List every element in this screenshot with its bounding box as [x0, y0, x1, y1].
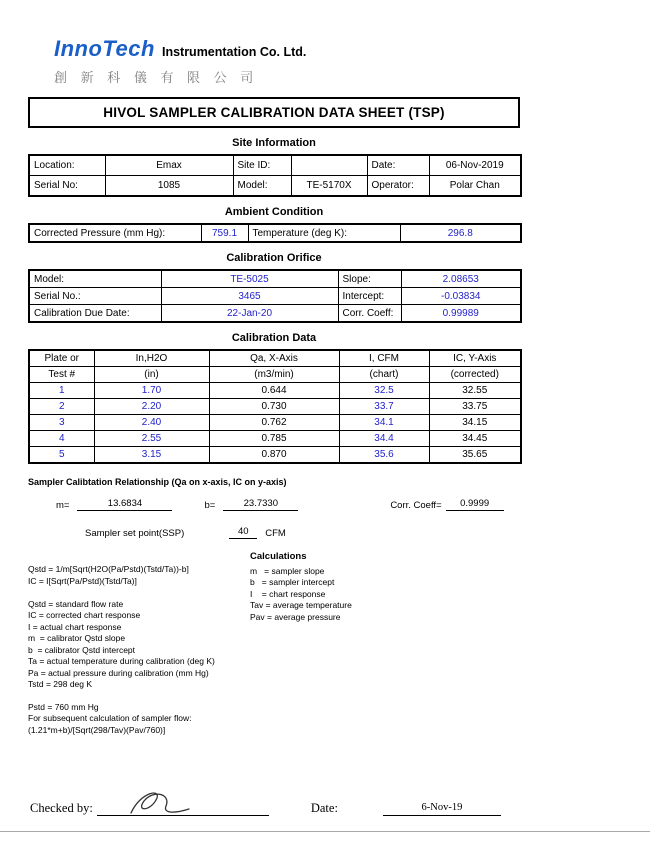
- legend-line: IC = corrected chart response: [28, 610, 141, 620]
- signature-scribble: [127, 787, 201, 817]
- col-header: IC, Y-Axis: [429, 350, 521, 367]
- spacer: [28, 587, 250, 599]
- due-date-value: 22-Jan-20: [161, 305, 338, 323]
- ic-value: 34.15: [429, 415, 521, 431]
- legend-line: I = actual chart response: [28, 621, 122, 632]
- notes-block: [28, 702, 520, 737]
- table-row: [29, 383, 521, 399]
- col-subheader: Test #: [29, 367, 94, 383]
- signature-row: [30, 790, 622, 816]
- relationship-heading: Sampler Calibtation Relationship (Qa on x-axis, IC on y-axis): [28, 477, 287, 487]
- table-row: [29, 399, 521, 415]
- footer-date-value: 6-Nov-19: [383, 802, 501, 816]
- corr-coeff-value: 0.99989: [401, 305, 521, 323]
- calculations-heading: Calculations: [250, 551, 307, 562]
- col-header: In,H2O: [94, 350, 209, 367]
- col-subheader: (m3/min): [209, 367, 339, 383]
- qa-value: 0.785: [209, 431, 339, 447]
- ic-value: 35.65: [429, 447, 521, 464]
- date-label: Date:: [367, 155, 429, 176]
- qa-value: 0.730: [209, 399, 339, 415]
- table-row: [29, 431, 521, 447]
- legend-line: m = sampler slope: [250, 565, 325, 576]
- legend-line: Qstd = standard flow rate: [28, 598, 124, 609]
- note-line: Pstd = 760 mm Hg: [28, 701, 99, 712]
- test-number: 1: [29, 383, 94, 399]
- legend-line: Pa = actual pressure during calibration (mm Hg): [28, 667, 209, 678]
- in-h2o-value: 3.15: [94, 447, 209, 464]
- page-bottom-rule: [0, 831, 650, 832]
- qa-value: 0.762: [209, 415, 339, 431]
- formula-line: Qstd = 1/m[Sqrt(H2O(Pa/Pstd)(Tstd/Ta))-b]: [28, 564, 189, 574]
- in-h2o-value: 1.70: [94, 383, 209, 399]
- calibration-data-table: [28, 349, 522, 464]
- legend-line: Pav = average pressure: [250, 611, 341, 622]
- orifice-heading: Calibration Orifice: [226, 252, 322, 264]
- formula-line: IC = I[Sqrt(Pa/Pstd)(Tstd/Ta)]: [28, 575, 137, 586]
- model-label: Model:: [233, 176, 291, 197]
- relationship-values-row: [28, 498, 520, 511]
- corr-coeff-value: 0.9999: [446, 498, 504, 511]
- company-name: Instrumentation Co. Ltd.: [161, 45, 307, 59]
- test-number: 5: [29, 447, 94, 464]
- site-id-value: [291, 155, 367, 176]
- legend-line: m = calibrator Qstd slope: [28, 633, 126, 643]
- date-value: 06-Nov-2019: [429, 155, 521, 176]
- footer-date-label: Date:: [310, 801, 338, 815]
- legend-line: b = calibrator Qstd intercept: [28, 644, 136, 655]
- legend-line: Tav = average temperature: [250, 600, 352, 610]
- corr-coeff-label: Corr. Coeff:: [338, 305, 401, 323]
- brand-header: [28, 36, 520, 86]
- test-number: 3: [29, 415, 94, 431]
- ic-value: 34.45: [429, 431, 521, 447]
- table-header-row: [29, 350, 521, 367]
- intercept-value: -0.03834: [401, 288, 521, 305]
- calibration-data-heading: Calibration Data: [231, 332, 317, 344]
- logo-line: [54, 36, 520, 62]
- calculations-right-column: [250, 551, 520, 691]
- site-info-heading: Site Information: [232, 137, 316, 149]
- orifice-model-label: Model:: [29, 270, 161, 288]
- col-subheader: (chart): [339, 367, 429, 383]
- serial-no-value: 1085: [105, 176, 233, 197]
- pressure-value: 759.1: [201, 224, 248, 242]
- slope-value: 2.08653: [401, 270, 521, 288]
- col-subheader: (corrected): [429, 367, 521, 383]
- legend-line: b = sampler intercept: [250, 577, 335, 587]
- checked-by-label: Checked by:: [30, 801, 93, 815]
- in-h2o-value: 2.40: [94, 415, 209, 431]
- i-cfm-value: 34.1: [339, 415, 429, 431]
- col-header: Qa, X-Axis: [209, 350, 339, 367]
- slope-label: Slope:: [338, 270, 401, 288]
- temperature-label: Temperature (deg K):: [248, 224, 400, 242]
- m-value: 13.6834: [77, 498, 172, 511]
- site-id-label: Site ID:: [233, 155, 291, 176]
- i-cfm-value: 35.6: [339, 447, 429, 464]
- ic-value: 33.75: [429, 399, 521, 415]
- table-row: [29, 447, 521, 464]
- signature-line: [97, 790, 269, 816]
- col-subheader: (in): [94, 367, 209, 383]
- test-number: 4: [29, 431, 94, 447]
- b-value: 23.7330: [223, 498, 298, 511]
- site-info-table: [28, 154, 522, 197]
- ssp-unit: CFM: [265, 528, 286, 539]
- col-header: Plate or: [29, 350, 94, 367]
- temperature-value: 296.8: [400, 224, 521, 242]
- set-point-row: [28, 526, 520, 539]
- location-label: Location:: [29, 155, 105, 176]
- ambient-heading: Ambient Condition: [224, 206, 324, 218]
- company-name-chinese: 創 新 科 儀 有 限 公 司: [54, 70, 259, 85]
- pressure-label: Corrected Pressure (mm Hg):: [29, 224, 201, 242]
- m-label: m=: [56, 500, 70, 511]
- page-content: [28, 0, 520, 736]
- table-header-row: [29, 367, 521, 383]
- table-row: [29, 176, 521, 197]
- table-row: [29, 305, 521, 323]
- qa-value: 0.644: [209, 383, 339, 399]
- table-row: [29, 224, 521, 242]
- document-title: HIVOL SAMPLER CALIBRATION DATA SHEET (TSP): [28, 97, 520, 128]
- ssp-value: 40: [229, 526, 257, 539]
- calculations-left-column: [28, 551, 250, 691]
- serial-no-label: Serial No:: [29, 176, 105, 197]
- company-logo: InnoTech: [54, 36, 155, 61]
- orifice-table: [28, 269, 522, 323]
- intercept-label: Intercept:: [338, 288, 401, 305]
- orifice-model-value: TE-5025: [161, 270, 338, 288]
- ambient-table: [28, 223, 522, 243]
- corr-coeff-label: Corr. Coeff=: [390, 500, 442, 511]
- legend-line: Ta = actual temperature during calibration (deg K): [28, 656, 215, 666]
- i-cfm-value: 34.4: [339, 431, 429, 447]
- test-number: 2: [29, 399, 94, 415]
- i-cfm-value: 33.7: [339, 399, 429, 415]
- legend-line: I = chart response: [250, 588, 326, 599]
- operator-label: Operator:: [367, 176, 429, 197]
- note-line: For subsequent calculation of sampler flow:: [28, 713, 192, 723]
- operator-value: Polar Chan: [429, 176, 521, 197]
- ssp-label: Sampler set point(SSP): [85, 528, 185, 539]
- note-line: (1.21*m+b)/[Sqrt(298/Tav)(Pav/760)]: [28, 724, 166, 735]
- table-row: [29, 270, 521, 288]
- table-row: [29, 415, 521, 431]
- legend-line: Tstd = 298 deg K: [28, 679, 93, 689]
- qa-value: 0.870: [209, 447, 339, 464]
- due-date-label: Calibration Due Date:: [29, 305, 161, 323]
- orifice-serial-value: 3465: [161, 288, 338, 305]
- in-h2o-value: 2.55: [94, 431, 209, 447]
- location-value: Emax: [105, 155, 233, 176]
- orifice-serial-label: Serial No.:: [29, 288, 161, 305]
- model-value: TE-5170X: [291, 176, 367, 197]
- b-label: b=: [204, 500, 216, 511]
- col-header: I, CFM: [339, 350, 429, 367]
- ic-value: 32.55: [429, 383, 521, 399]
- table-row: [29, 155, 521, 176]
- i-cfm-value: 32.5: [339, 383, 429, 399]
- calculations-section: [28, 551, 520, 691]
- in-h2o-value: 2.20: [94, 399, 209, 415]
- table-row: [29, 288, 521, 305]
